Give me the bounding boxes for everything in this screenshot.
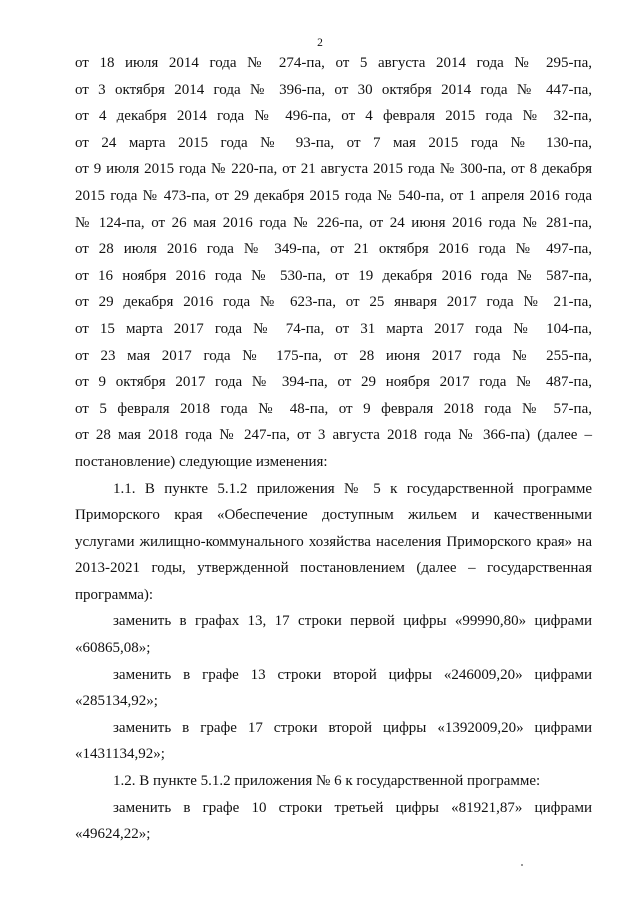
text-line: от 16 ноября 2016 года № 530-па, от 19 декабря 2016 года № 587-па, — [75, 267, 592, 284]
replacement-line: заменить в графе 10 строки третьей цифры «81921,87» цифрами — [113, 799, 592, 816]
text-line: Приморского края «Обеспечение доступным жильем и качественными — [75, 507, 592, 524]
text-line: постановление) следующие изменения: — [75, 453, 328, 470]
replacement-line: заменить в графе 13 строки второй цифры «246009,20» цифрами — [113, 666, 592, 683]
text-line: от 28 мая 2018 года № 247-па, от 3 августа 2018 года № 366-па) (далее – — [75, 427, 592, 444]
text-line: от 18 июля 2014 года № 274-па, от 5 августа 2014 года № 295-па, — [75, 55, 592, 71]
text-line: «285134,92»; — [75, 693, 158, 710]
text-line: услугами жилищно-коммунального хозяйства населения Приморского края» на — [75, 533, 592, 550]
text-line: от 24 марта 2015 года № 93-па, от 7 мая 2015 года № 130-па, — [75, 134, 592, 151]
scan-speck — [521, 864, 523, 866]
text-line: «1431134,92»; — [75, 746, 165, 763]
text-line: от 9 июля 2015 года № 220-па, от 21 августа 2015 года № 300-па, от 8 декабря — [75, 161, 592, 178]
text-line: «60865,08»; — [75, 640, 151, 657]
page-number: 2 — [317, 37, 323, 49]
text-line: от 15 марта 2017 года № 74-па, от 31 марта 2017 года № 104-па, — [75, 320, 592, 337]
document-body — [75, 50, 592, 848]
text-line: № 124-па, от 26 мая 2016 года № 226-па, от 24 июня 2016 года № 281-па, — [75, 214, 592, 231]
text-line: 2015 года № 473-па, от 29 декабря 2015 года № 540-па, от 1 апреля 2016 года — [75, 187, 592, 204]
text-line: программа): — [75, 586, 154, 603]
text-line: от 29 декабря 2016 года № 623-па, от 25 января 2017 года № 21-па, — [75, 294, 592, 311]
paragraph-1-1-line: 1.1. В пункте 5.1.2 приложения № 5 к государственной программе — [113, 480, 592, 497]
text-line: от 23 мая 2017 года № 175-па, от 28 июня 2017 года № 255-па, — [75, 347, 592, 364]
text-line: от 5 февраля 2018 года № 48-па, от 9 февраля 2018 года № 57-па, — [75, 400, 592, 417]
replacement-line: заменить в графе 17 строки второй цифры «1392009,20» цифрами — [113, 719, 592, 736]
text-line: 2013-2021 годы, утвержденной постановлением (далее – государственная — [75, 560, 592, 577]
text-line: от 28 июля 2016 года № 349-па, от 21 октября 2016 года № 497-па, — [75, 241, 592, 258]
text-line: «49624,22»; — [75, 826, 151, 843]
text-line: от 3 октября 2014 года № 396-па, от 30 октября 2014 года № 447-па, — [75, 81, 592, 98]
text-line: от 9 октября 2017 года № 394-па, от 29 ноября 2017 года № 487-па, — [75, 374, 592, 391]
paragraph-1-2-line: 1.2. В пункте 5.1.2 приложения № 6 к государственной программе: — [113, 773, 541, 790]
replacement-line: заменить в графах 13, 17 строки первой цифры «99990,80» цифрами — [113, 613, 592, 630]
text-line: от 4 декабря 2014 года № 496-па, от 4 февраля 2015 года № 32-па, — [75, 108, 592, 125]
